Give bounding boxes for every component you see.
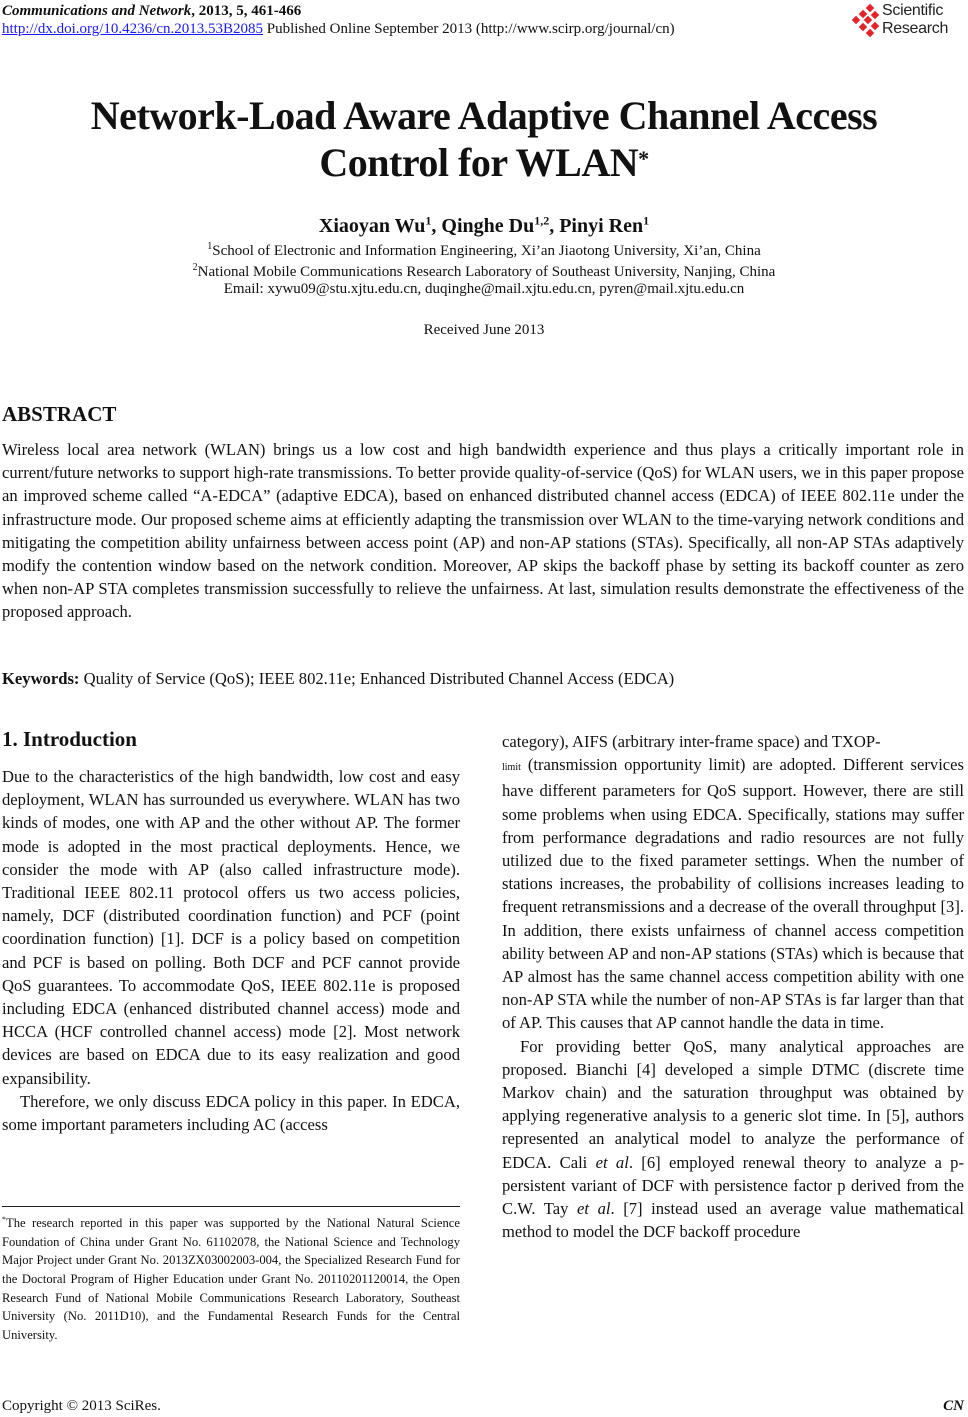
text-run: . [7] instead used an average value mathematical method to model the DCF backoff procedure xyxy=(502,1199,965,1242)
keywords xyxy=(2,668,674,690)
title-line-2 xyxy=(0,139,968,186)
logo-text xyxy=(882,2,948,38)
author-affiliation-marker: 1,2 xyxy=(534,213,550,227)
footnote-divider xyxy=(2,1206,460,1207)
published-online-text: Published Online September 2013 (http://www.scirp.org/journal/cn) xyxy=(262,21,675,37)
author-name: Xiaoyan Wu xyxy=(318,214,426,237)
italic-et-al: et al xyxy=(595,1152,629,1172)
text-run: . [6] employed renewal theory to analyze a p-persistent variant of DCF with persistence factor p derived from the C.W. Tay xyxy=(502,1152,964,1219)
author-list xyxy=(0,208,968,238)
subscript-limit: limit xyxy=(502,762,521,774)
paragraph xyxy=(502,1035,964,1244)
journal-abbreviation: CN xyxy=(943,1398,964,1414)
author-name: Qinghe Du xyxy=(441,214,535,237)
title-line-2-text: Control for WLAN xyxy=(319,140,639,185)
affiliation xyxy=(0,258,968,282)
author-separator: , xyxy=(549,214,560,237)
copyright: Copyright © 2013 SciRes. xyxy=(2,1398,161,1414)
publication-line xyxy=(2,20,675,38)
title-line-1: Network-Load Aware Adaptive Channel Access xyxy=(90,93,878,138)
paragraph: Therefore, we only discuss EDCA policy in this paper. In EDCA, some important parameters including AC (access xyxy=(2,1091,460,1135)
abstract-heading: ABSTRACT xyxy=(2,402,117,426)
author-separator: , xyxy=(431,214,442,237)
journal-volume: , 2013, 5, 461-466 xyxy=(191,3,302,19)
publisher-logo xyxy=(848,2,968,42)
affiliation-marker: 1 xyxy=(207,241,213,252)
affiliation-text: National Mobile Communications Research Laboratory of Southeast University, Nanjing, China xyxy=(197,264,776,280)
footnote-text: The research reported in this paper was supported by the National Natural Science Foundation of China under Grant No. 61102078, the National Science and Technology Major Project under Grant No. 2013ZX03002003-004, the Specialized Research Fund for the Doctoral Program of Higher Education under Grant No. 20110201120014, the Open Research Fund of National Mobile Communications Research Laboratory, Southeast University (No. 2011D10), and the Fundamental Research Funds for the Central University. xyxy=(2,1216,460,1342)
author-affiliation-marker: 1 xyxy=(643,213,650,227)
footnote xyxy=(2,1211,460,1344)
paper-title xyxy=(0,92,968,186)
left-column xyxy=(2,765,460,1136)
footnote-marker: * xyxy=(2,1215,6,1224)
keywords-label: Keywords: xyxy=(2,669,80,688)
author-name: Pinyi Ren xyxy=(559,214,644,237)
author-emails: Email: xywu09@stu.xjtu.edu.cn, duqinghe@mail.xjtu.edu.cn, pyren@mail.xjtu.edu.cn xyxy=(223,281,745,297)
journal-name: Communications and Network xyxy=(2,3,192,19)
keywords-text: Quality of Service (QoS); IEEE 802.11e; Enhanced Distributed Channel Access (EDCA) xyxy=(79,669,675,688)
text-run: (transmission opportunity limit) are adopted. Different services have different parameters for QoS support. However, there are still some problems when using EDCA. Specifically, stations may suffer from performance degradations and radio resources are not fully utilized due to the fixed parameter settings. When the number of stations increases, the probability of collisions increases leading to frequent retransmissions and a decrease of the overall throughput [3]. In addition, there exists unfairness of channel access competition ability between AP and non-AP stations (STAs) which is because that AP almost has the same channel access competition ability with one non-AP STA while the number of non-AP STAs is far larger than that of AP. This causes that AP cannot handle the data in time. xyxy=(502,755,964,1033)
italic-et-al: et al xyxy=(577,1199,611,1219)
affiliation-marker: 2 xyxy=(192,262,198,273)
author xyxy=(441,215,559,237)
received-date: Received June 2013 xyxy=(423,322,545,338)
right-column xyxy=(502,730,964,1243)
logo-line-1: Scientific xyxy=(882,2,944,19)
abstract-text: Wireless local area network (WLAN) brings us a low cost and high bandwidth experience and thus plays a critically important role in current/future networks to support high-rate transmissions. To better provide quality-of-service (QoS) for WLAN users, we in this paper propose an improved scheme called “A-EDCA” (adaptive EDCA), based on enhanced distributed channel access (EDCA) of IEEE 802.11e under the infrastructure mode. Our proposed scheme aims at efficiently adapting the transmission over WLAN to the time-varying network conditions and mitigating the competition ability unfairness between access point (AP) and non-AP stations (STAs). Specifically, all non-AP STAs adaptively modify the contention window based on the network condition. Moreover, AP skips the backoff phase by setting its backoff counter as zero when non-AP STA completes transmission successfully to relieve the unfairness. At last, simulation results demonstrate the effectiveness of the proposed approach. xyxy=(2,440,964,622)
logo-line-2: Research xyxy=(882,20,949,37)
section-heading-introduction: 1. Introduction xyxy=(2,727,137,751)
title-footnote-marker: * xyxy=(638,146,649,171)
author xyxy=(559,215,649,237)
text-run: For providing better QoS, many analytical approaches are proposed. Bianchi [4] developed a simple DTMC (discrete time Markov chain) and the saturation throughput was obtained by applying regenerative analysis to a generic slot time. In [5], authors represented an analytical model to analyze the performance of EDCA. Cali xyxy=(502,1036,964,1172)
doi-link[interactable]: http://dx.doi.org/10.4236/cn.2013.53B2085 xyxy=(2,21,263,37)
journal-citation xyxy=(2,2,301,20)
author xyxy=(319,215,442,237)
paragraph xyxy=(502,730,964,1035)
text-run: category), AIFS (arbitrary inter-frame space) and TXOP- xyxy=(502,732,881,751)
page-header xyxy=(0,0,968,44)
author-affiliation-marker: 1 xyxy=(425,213,432,227)
scientific-research-diamond-logo-icon xyxy=(848,4,882,38)
paragraph: Due to the characteristics of the high bandwidth, low cost and easy deployment, WLAN has surrounded us everywhere. WLAN has two kinds of modes, one with AP and the other without AP. The former mode is adopted in the most practical deployments. Hence, we consider the mode with AP (also called infrastructure mode). Traditional IEEE 802.11 protocol offers us two access policies, namely, DCF (distributed coordination function) and PCF (point coordination function) [1]. DCF is a policy based on competition and PCF is based on polling. Both DCF and PCF cannot provide QoS guarantees. To accommodate QoS, IEEE 802.11e is proposed including EDCA (enhanced distributed channel access) mode and HCCA (HCF controlled channel access) mode [2]. Most network devices are based on EDCA due to its easy realization and good expansibility. xyxy=(2,767,460,1088)
affiliation-text: School of Electronic and Information Engineering, Xi’an Jiaotong University, Xi’an, China xyxy=(212,243,761,259)
